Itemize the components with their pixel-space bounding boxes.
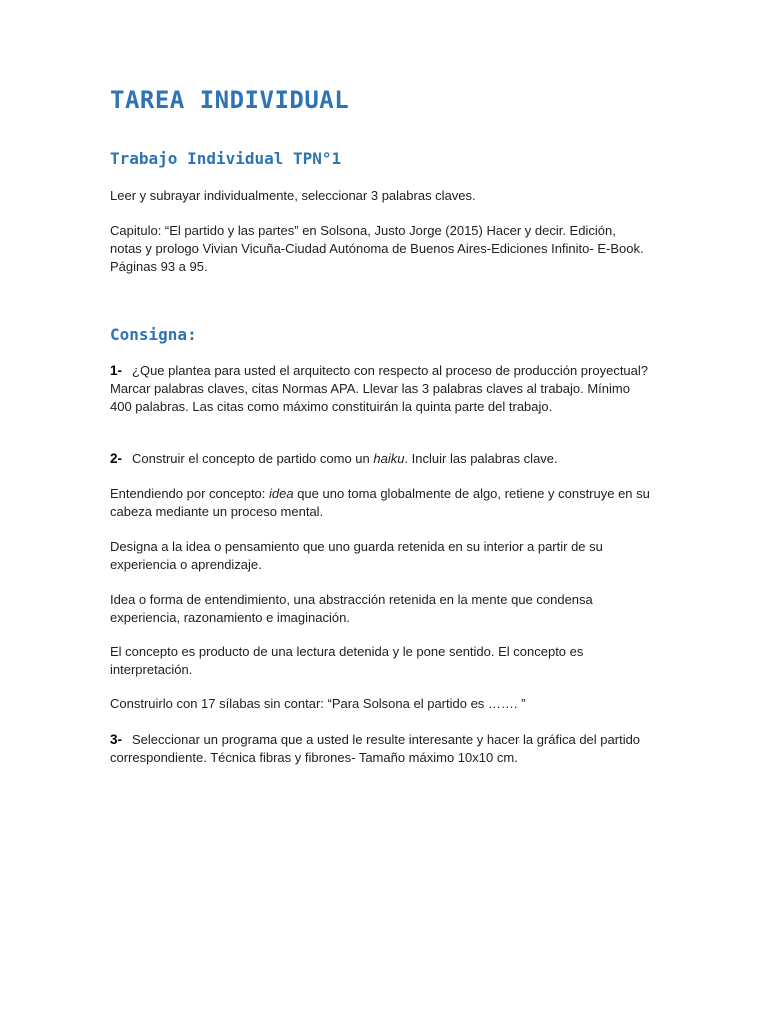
- idea-paragraph: Idea o forma de entendimiento, una abstracción retenida en la mente que condensa experiencia, razonamiento e imaginación.: [110, 592, 593, 625]
- item-1-number: 1-: [110, 363, 123, 378]
- designa-paragraph: Designa a la idea o pensamiento que uno guarda retenida en su interior a partir de su experiencia o aprendizaje.: [110, 539, 603, 572]
- concept-before: Entendiendo por concepto:: [110, 486, 270, 501]
- document-subtitle: Trabajo Individual TPN°1: [110, 149, 342, 168]
- concept-italic: idea: [269, 486, 294, 501]
- item-1: [110, 362, 650, 416]
- item-2-text-before: Construir el concepto de partido como un: [132, 451, 374, 466]
- item-3: [110, 731, 650, 767]
- item-1-text: ¿Que plantea para usted el arquitecto con respecto al proceso de producción proyectual? Marcar palabras claves, citas Normas APA. Llevar las 3 palabras claves al trabajo. Mínimo 400 palabras. Las citas como máximo constituirán la quinta parte del trabajo.: [110, 363, 649, 414]
- concept-after: que uno toma globalmente de algo, retiene y construye en su cabeza mediante un proceso mental.: [110, 486, 650, 519]
- consigna-heading: Consigna:: [110, 325, 197, 344]
- producto-paragraph: El concepto es producto de una lectura detenida y le pone sentido. El concepto es interpretación.: [110, 644, 584, 677]
- concept-paragraph: [110, 485, 650, 521]
- item-3-text: Seleccionar un programa que a usted le resulte interesante y hacer la gráfica del partido correspondiente. Técnica fibras y fibrones- Tamaño máximo 10x10 cm.: [110, 732, 641, 765]
- reference-paragraph: Capitulo: “El partido y las partes” en Solsona, Justo Jorge (2015) Hacer y decir. Edición, notas y prologo Vivian Vicuña-Ciudad Autónoma de Buenos Aires-Ediciones Infinito- E-Book. Páginas 93 a 95.: [110, 223, 644, 274]
- item-2: [110, 450, 650, 468]
- item-2-number: 2-: [110, 451, 123, 466]
- construir-paragraph: Construirlo con 17 sílabas sin contar: “Para Solsona el partido es ……. ”: [110, 696, 526, 711]
- item-2-italic: haiku: [373, 451, 405, 466]
- item-3-number: 3-: [110, 732, 123, 747]
- item-2-text-after: . Incluir las palabras clave.: [404, 451, 558, 466]
- intro-paragraph: Leer y subrayar individualmente, seleccionar 3 palabras claves.: [110, 188, 476, 203]
- document-title: TAREA INDIVIDUAL: [110, 86, 350, 114]
